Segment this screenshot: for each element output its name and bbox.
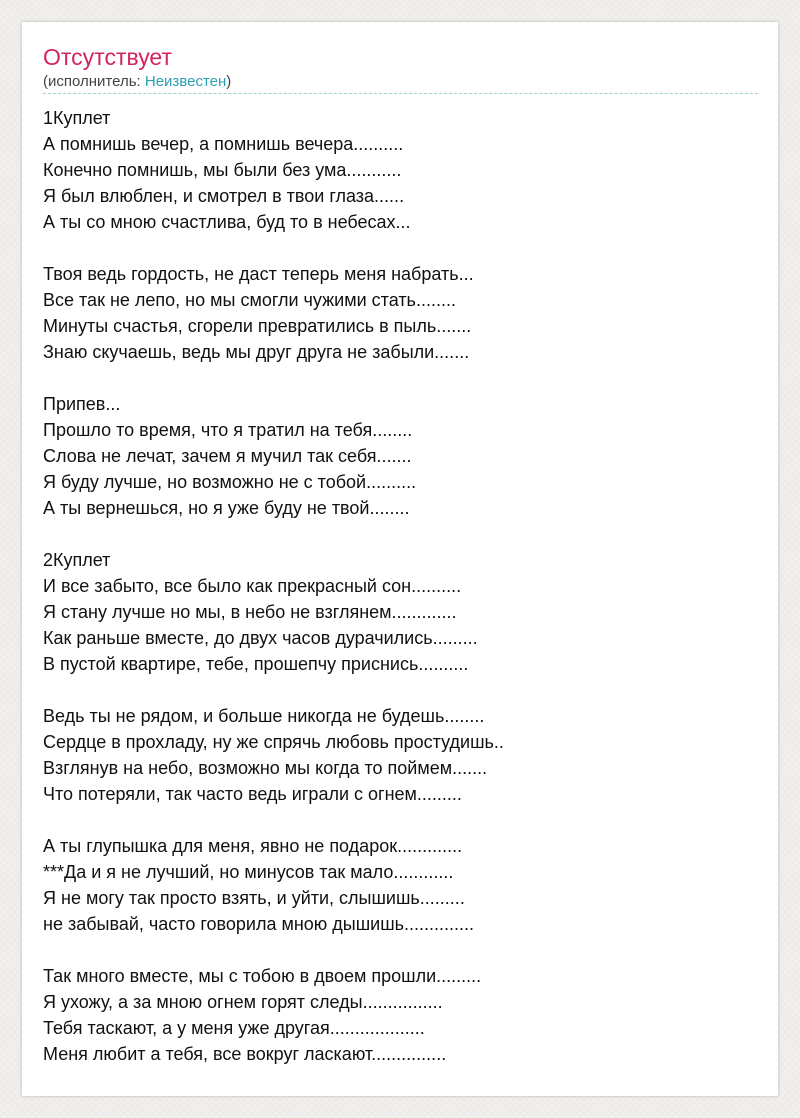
lyric-line: Я стану лучше но мы, в небо не взглянем............. [43, 602, 457, 622]
song-title: Отсутствует [43, 44, 172, 70]
lyrics-stanza [43, 261, 763, 365]
lyrics-stanza [43, 105, 763, 235]
lyric-line: Меня любит а тебя, все вокруг ласкают............... [43, 1044, 447, 1064]
lyrics-stanza [43, 703, 763, 807]
lyric-line: Взглянув на небо, возможно мы когда то поймем....... [43, 758, 488, 778]
lyrics-stanza [43, 963, 763, 1067]
lyric-line: Слова не лечат, зачем я мучил так себя....... [43, 446, 412, 466]
lyric-line: 2Куплет [43, 550, 111, 570]
lyric-line: Все так не лепо, но мы смогли чужими стать........ [43, 290, 456, 310]
lyric-line: Конечно помнишь, мы были без ума........... [43, 160, 402, 180]
lyric-line: Я ухожу, а за мною огнем горят следы................ [43, 992, 443, 1012]
lyric-line: Как раньше вместе, до двух часов дурачились......... [43, 628, 478, 648]
lyric-line: Так много вместе, мы с тобою в двоем прошли......... [43, 966, 482, 986]
lyric-line: Я был влюблен, и смотрел в твои глаза...... [43, 186, 405, 206]
lyric-line: Минуты счастья, сгорели превратились в пыль....... [43, 316, 472, 336]
lyrics-body [43, 105, 763, 1067]
artist-link[interactable]: Неизвестен [144, 73, 227, 90]
artist-prefix: (исполнитель: [43, 73, 145, 90]
lyrics-card [22, 22, 778, 1096]
lyric-line: Ведь ты не рядом, и больше никогда не будешь........ [43, 706, 485, 726]
lyrics-stanza [43, 833, 763, 937]
lyric-line: Знаю скучаешь, ведь мы друг друга не забыли....... [43, 342, 470, 362]
title-divider [43, 93, 758, 94]
lyric-line: И все забыто, все было как прекрасный сон.......... [43, 576, 462, 596]
artist-line [43, 72, 231, 92]
lyric-line: Тебя таскают, а у меня уже другая................... [43, 1018, 425, 1038]
lyric-line: не забывай, часто говорила мною дышишь.............. [43, 914, 475, 934]
lyric-line: Припев... [43, 394, 121, 414]
lyric-line: ***Да и я не лучший, но минусов так мало............ [43, 862, 454, 882]
lyric-line: А ты вернешься, но я уже буду не твой........ [43, 498, 410, 518]
lyric-line: А ты со мною счастлива, буд то в небесах... [43, 212, 411, 232]
lyric-line: Сердце в прохладу, ну же спрячь любовь простудишь.. [43, 732, 504, 752]
artist-suffix: ) [226, 73, 232, 90]
lyrics-stanza [43, 391, 763, 521]
lyric-line: Я буду лучше, но возможно не с тобой.......... [43, 472, 417, 492]
lyric-line: 1Куплет [43, 108, 111, 128]
lyric-line: Я не могу так просто взять, и уйти, слышишь......... [43, 888, 465, 908]
lyric-line: Прошло то время, что я тратил на тебя........ [43, 420, 413, 440]
lyric-line: А помнишь вечер, а помнишь вечера.......... [43, 134, 404, 154]
lyric-line: В пустой квартире, тебе, прошепчу приснись.......... [43, 654, 469, 674]
lyric-line: А ты глупышка для меня, явно не подарок............. [43, 836, 463, 856]
lyric-line: Твоя ведь гордость, не даст теперь меня набрать... [43, 264, 474, 284]
lyrics-stanza [43, 547, 763, 677]
lyric-line: Что потеряли, так часто ведь играли с огнем......... [43, 784, 462, 804]
